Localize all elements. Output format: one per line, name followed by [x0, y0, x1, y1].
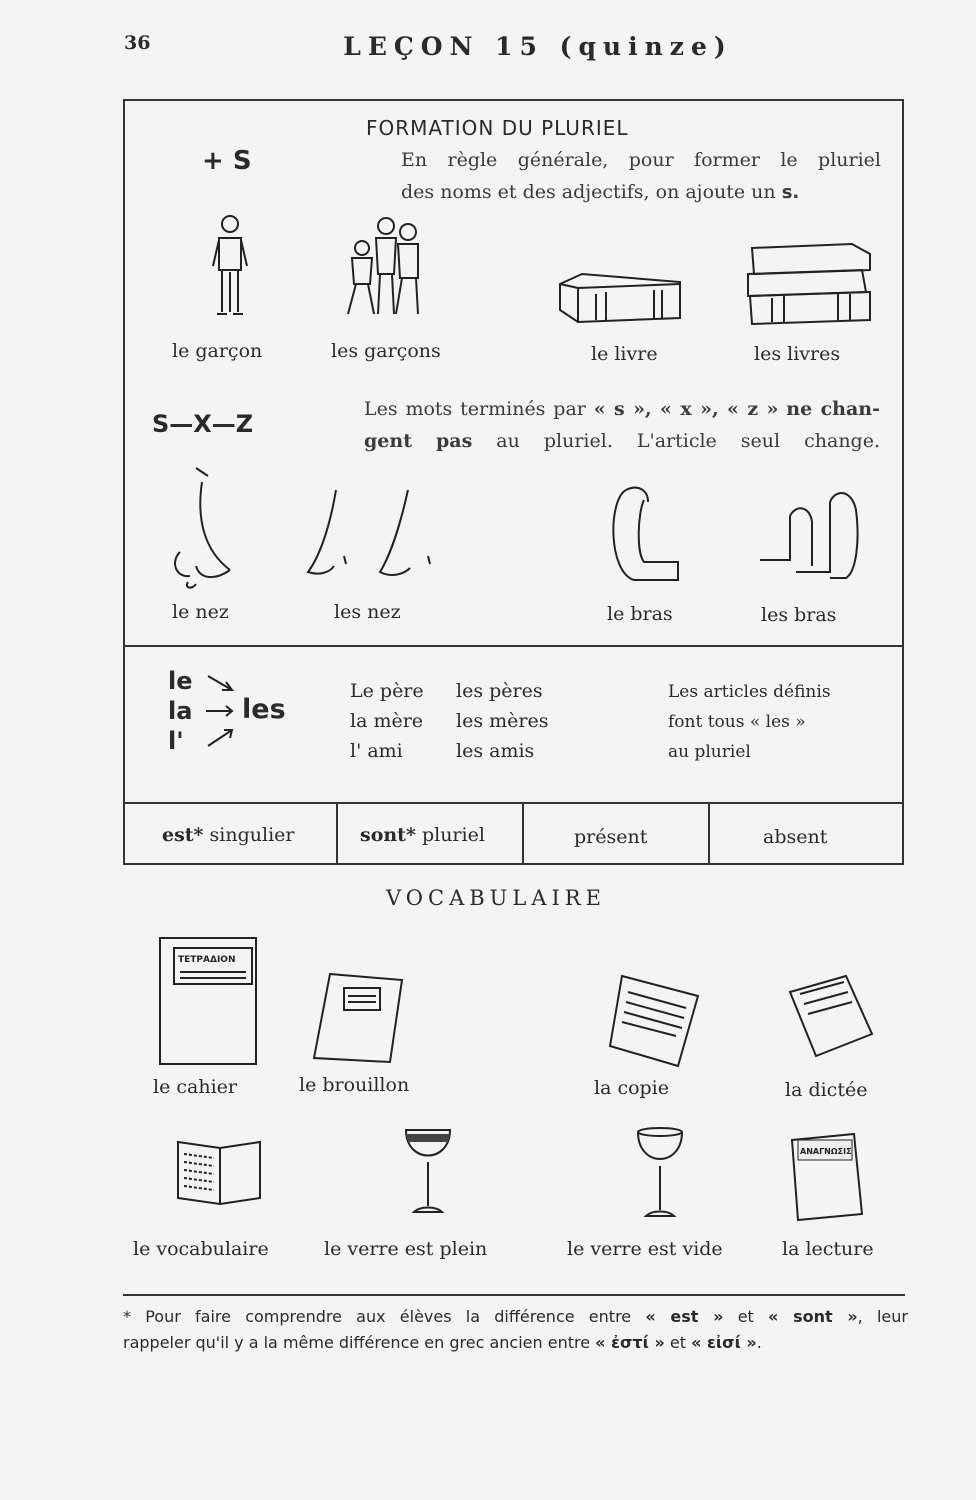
footnote-line2 [123, 1330, 908, 1356]
caption-verre-vide: le verre est vide [567, 1238, 723, 1260]
verb-pluriel: pluriel [421, 824, 485, 846]
articles-singular-list [168, 666, 193, 756]
footnote-esti: « ἐστί » [595, 1333, 665, 1352]
lecture-label: ΑΝΑΓΝΩΣΙΣ [800, 1147, 852, 1156]
boy-illustration [205, 212, 255, 320]
footnote-line2-pre: rappeler qu'il y a la même différence en grec ancien entre [123, 1333, 591, 1352]
arrows-icon [202, 666, 242, 756]
pluriel-rule-line2-text: des noms et des adjectifs, on ajoute un [401, 181, 776, 203]
footnote-eisi: « εἰσί » [691, 1333, 757, 1352]
caption-la-lecture: la lecture [782, 1238, 874, 1260]
footnote-rule [123, 1294, 905, 1296]
pluriel-rule-line2 [401, 176, 881, 209]
verbs-divider-1 [336, 803, 338, 864]
noses-illustration [300, 486, 436, 592]
sxz-rule-line1-pre: Les mots terminés par [364, 398, 586, 420]
footnote-et1: et [737, 1307, 754, 1326]
caption-les-nez: les nez [334, 601, 401, 623]
draft-illustration [310, 970, 406, 1066]
caption-le-nez: le nez [172, 601, 229, 623]
page-number: 36 [124, 32, 151, 54]
footnote-line1 [123, 1304, 908, 1330]
caption-la-dictee: la dictée [785, 1079, 868, 1101]
cahier-label: ΤΕΤΡΑΔΙΟΝ [178, 955, 236, 965]
arm-illustration [604, 482, 684, 592]
verbs-divider-2 [522, 803, 524, 864]
full-glass-illustration [400, 1124, 456, 1220]
pluriel-rule-s: s. [781, 182, 800, 203]
caption-les-garcons: les garçons [331, 340, 441, 362]
articles-note-line2: font tous « les » [668, 712, 806, 732]
caption-le-cahier: le cahier [153, 1076, 237, 1098]
article-les: les [242, 694, 286, 725]
articles-note-line1: Les articles définis [668, 682, 831, 702]
nose-illustration [166, 462, 236, 592]
pluriel-rule-line1: En règle générale, pour former le pluriel [401, 149, 881, 171]
footnote [123, 1304, 908, 1356]
vocabulary-book-illustration [174, 1132, 264, 1212]
plural-peres: les pères [456, 680, 543, 702]
caption-les-livres: les livres [754, 343, 841, 365]
plural-examples [456, 676, 548, 766]
caption-les-bras: les bras [761, 604, 837, 626]
caption-le-brouillon: le brouillon [299, 1074, 410, 1096]
sxz-rule-line2-post: au pluriel. L'article seul change. [496, 430, 881, 452]
plural-amis: les amis [456, 740, 535, 762]
footnote-sont: « sont » [768, 1307, 858, 1326]
singular-pere: Le père [350, 680, 424, 702]
plural-meres: les mères [456, 710, 549, 732]
caption-verre-plein: le verre est plein [324, 1238, 488, 1260]
article-le: le [168, 667, 193, 695]
boys-illustration [338, 214, 428, 322]
footnote-line1-post: , leur [857, 1307, 908, 1326]
singular-mere: la mère [350, 710, 424, 732]
verb-sont-cell [360, 824, 485, 846]
caption-le-vocabulaire: le vocabulaire [133, 1238, 269, 1260]
dictation-illustration [786, 972, 876, 1062]
divider-articles [125, 645, 903, 647]
footnote-end: . [756, 1333, 762, 1352]
sxz-rule-line1 [364, 393, 880, 425]
verb-absent: absent [763, 826, 828, 848]
verb-est-cell [162, 824, 295, 846]
sxz-rule-marks: « s », « x », « z » [593, 398, 779, 420]
vocabulaire-title: VOCABULAIRE [386, 886, 606, 910]
copy-illustration [606, 972, 702, 1070]
article-la: la [168, 697, 193, 725]
empty-glass-illustration [632, 1124, 688, 1220]
sxz-rule-line2 [364, 425, 880, 457]
divider-verbs [125, 802, 903, 804]
lesson-title: LEÇON 15 (quinze) [343, 32, 733, 61]
verb-sont: sont* [360, 824, 416, 846]
pluriel-rule [401, 144, 881, 209]
articles-note-line3: au pluriel [668, 742, 751, 762]
verb-present: présent [574, 826, 648, 848]
plus-s-symbol: + S [202, 146, 252, 176]
arms-illustration [756, 482, 866, 592]
verbs-divider-3 [708, 803, 710, 864]
sxz-rule [364, 393, 880, 457]
sxz-rule-pas: pas [435, 430, 473, 452]
pluriel-title: FORMATION DU PLURIEL [366, 116, 629, 140]
verb-singulier: singulier [209, 824, 295, 846]
notebook-illustration [156, 934, 260, 1068]
singular-examples [350, 676, 424, 766]
verb-est: est* [162, 824, 204, 846]
sxz-label: S—X—Z [152, 410, 254, 438]
caption-la-copie: la copie [594, 1077, 670, 1099]
books-illustration [742, 240, 874, 326]
singular-ami: l' ami [350, 740, 403, 762]
caption-le-bras: le bras [607, 603, 673, 625]
articles-note [668, 677, 831, 767]
reader-book-illustration [788, 1130, 868, 1224]
caption-le-livre: le livre [591, 343, 658, 365]
book-illustration [556, 270, 684, 326]
sxz-rule-gent: gent [364, 430, 412, 452]
footnote-et2: et [669, 1333, 686, 1352]
sxz-rule-line1-post: ne chan- [786, 398, 880, 420]
footnote-est: « est » [645, 1307, 724, 1326]
caption-le-garcon: le garçon [172, 340, 263, 362]
article-l: l' [168, 727, 184, 755]
footnote-line1-pre: * Pour faire comprendre aux élèves la différence entre [123, 1307, 632, 1326]
